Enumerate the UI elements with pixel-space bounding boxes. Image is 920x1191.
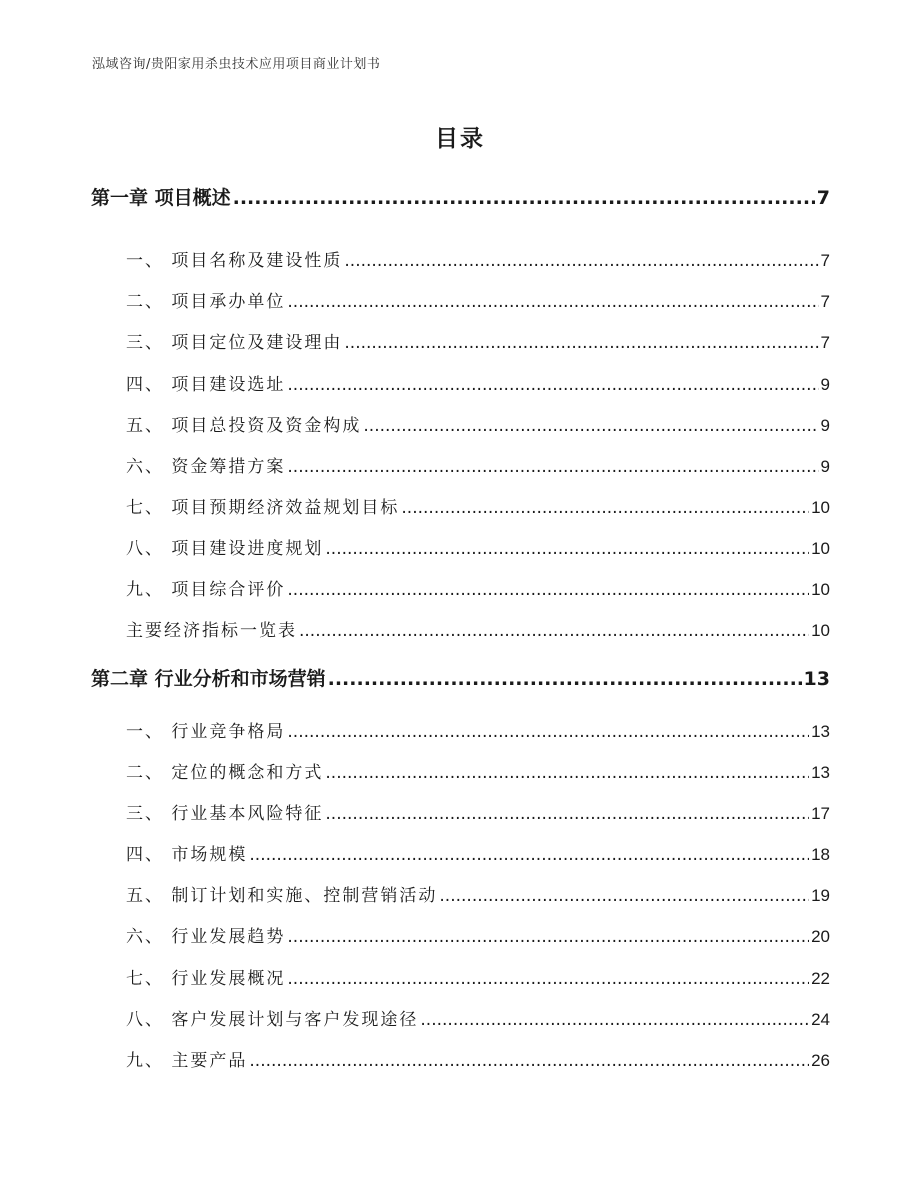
toc-section-entry[interactable] bbox=[126, 964, 830, 990]
toc-entry-page-number: 10 bbox=[811, 580, 830, 599]
toc-entry-label: 七、 项目预期经济效益规划目标 bbox=[126, 498, 400, 518]
toc-dot-leader bbox=[344, 333, 818, 353]
toc-entry-label: 第一章 项目概述 bbox=[91, 187, 231, 209]
toc-entry-label: 一、 行业竞争格局 bbox=[126, 722, 286, 742]
toc-section-entry[interactable] bbox=[126, 246, 830, 272]
toc-section-entry[interactable] bbox=[126, 922, 830, 948]
toc-section-entry[interactable] bbox=[126, 840, 830, 866]
toc-entry-page-number: 22 bbox=[811, 969, 830, 988]
toc-section-entry[interactable] bbox=[126, 452, 830, 478]
toc-entry-label: 九、 项目综合评价 bbox=[126, 580, 286, 600]
toc-entry-page-number: 7 bbox=[820, 292, 830, 311]
toc-entry-page-number: 13 bbox=[811, 722, 830, 741]
toc-chapter-entry[interactable] bbox=[91, 664, 830, 694]
toc-section-entry[interactable] bbox=[126, 1005, 830, 1031]
toc-entry-label: 七、 行业发展概况 bbox=[126, 969, 286, 989]
toc-dot-leader bbox=[287, 927, 809, 947]
toc-entry-label: 三、 行业基本风险特征 bbox=[126, 804, 324, 824]
toc-entry-page-number: 10 bbox=[811, 621, 830, 640]
toc-section-entry[interactable] bbox=[126, 1046, 830, 1072]
toc-chapter-entry[interactable] bbox=[91, 183, 830, 213]
toc-dot-leader bbox=[328, 668, 802, 690]
toc-entry-page-number: 24 bbox=[811, 1010, 830, 1029]
toc-dot-leader bbox=[249, 1051, 809, 1071]
toc-dot-leader bbox=[325, 539, 809, 559]
toc-entry-page-number: 18 bbox=[811, 845, 830, 864]
toc-entry-page-number: 9 bbox=[820, 375, 830, 394]
toc-section-entry[interactable] bbox=[126, 758, 830, 784]
toc-section-entry[interactable] bbox=[126, 717, 830, 743]
toc-entry-label: 六、 行业发展趋势 bbox=[126, 927, 286, 947]
toc-entry-page-number: 19 bbox=[811, 886, 830, 905]
toc-entry-label: 第二章 行业分析和市场营销 bbox=[91, 668, 326, 690]
toc-dot-leader bbox=[344, 251, 818, 271]
toc-entry-page-number: 9 bbox=[820, 416, 830, 435]
toc-entry-page-number: 9 bbox=[820, 457, 830, 476]
toc-dot-leader bbox=[287, 375, 818, 395]
toc-entry-page-number: 26 bbox=[811, 1051, 830, 1070]
toc-dot-leader bbox=[287, 580, 809, 600]
toc-section-entry[interactable] bbox=[126, 881, 830, 907]
toc-entry-label: 三、 项目定位及建设理由 bbox=[126, 333, 343, 353]
toc-section-entry[interactable] bbox=[126, 493, 830, 519]
toc-section-entry[interactable] bbox=[126, 799, 830, 825]
toc-title: 目录 bbox=[435, 126, 485, 152]
toc-dot-leader bbox=[325, 804, 809, 824]
toc-entry-label: 八、 项目建设进度规划 bbox=[126, 539, 324, 559]
toc-section-entry[interactable] bbox=[126, 328, 830, 354]
toc-dot-leader bbox=[233, 187, 815, 209]
toc-entry-label: 六、 资金筹措方案 bbox=[126, 457, 286, 477]
toc-entry-label: 主要经济指标一览表 bbox=[126, 621, 297, 641]
toc-entry-label: 八、 客户发展计划与客户发现途径 bbox=[126, 1010, 419, 1030]
toc-dot-leader bbox=[249, 845, 809, 865]
toc-entry-page-number: 10 bbox=[811, 539, 830, 558]
toc-section-entry[interactable] bbox=[126, 575, 830, 601]
running-header: 泓域咨询/贵阳家用杀虫技术应用项目商业计划书 bbox=[92, 57, 381, 72]
toc-entry-label: 二、 项目承办单位 bbox=[126, 292, 286, 312]
toc-dot-leader bbox=[420, 1010, 809, 1030]
toc-dot-leader bbox=[287, 722, 809, 742]
toc-entry-page-number: 7 bbox=[816, 187, 830, 209]
toc-dot-leader bbox=[439, 886, 809, 906]
toc-entry-label: 四、 项目建设选址 bbox=[126, 375, 286, 395]
toc-dot-leader bbox=[325, 763, 809, 783]
toc-entry-page-number: 7 bbox=[820, 333, 830, 352]
toc-dot-leader bbox=[363, 416, 818, 436]
toc-entry-page-number: 13 bbox=[811, 763, 830, 782]
toc-entry-page-number: 13 bbox=[803, 668, 830, 690]
toc-entry-label: 二、 定位的概念和方式 bbox=[126, 763, 324, 783]
toc-section-entry[interactable] bbox=[126, 411, 830, 437]
toc-entry-label: 四、 市场规模 bbox=[126, 845, 248, 865]
toc-dot-leader bbox=[287, 969, 809, 989]
toc-section-entry[interactable] bbox=[126, 534, 830, 560]
toc-entry-page-number: 10 bbox=[811, 498, 830, 517]
toc-entry-page-number: 20 bbox=[811, 927, 830, 946]
toc-entry-page-number: 17 bbox=[811, 804, 830, 823]
toc-dot-leader bbox=[401, 498, 809, 518]
toc-entry-label: 五、 制订计划和实施、控制营销活动 bbox=[126, 886, 438, 906]
toc-section-entry[interactable] bbox=[126, 370, 830, 396]
toc-entry-label: 一、 项目名称及建设性质 bbox=[126, 251, 343, 271]
toc-entry-label: 九、 主要产品 bbox=[126, 1051, 248, 1071]
toc-dot-leader bbox=[287, 457, 818, 477]
toc-section-entry[interactable] bbox=[126, 287, 830, 313]
toc-section-entry[interactable] bbox=[126, 616, 830, 642]
toc-entry-page-number: 7 bbox=[820, 251, 830, 270]
toc-entry-label: 五、 项目总投资及资金构成 bbox=[126, 416, 362, 436]
toc-dot-leader bbox=[287, 292, 818, 312]
toc-dot-leader bbox=[299, 621, 809, 641]
